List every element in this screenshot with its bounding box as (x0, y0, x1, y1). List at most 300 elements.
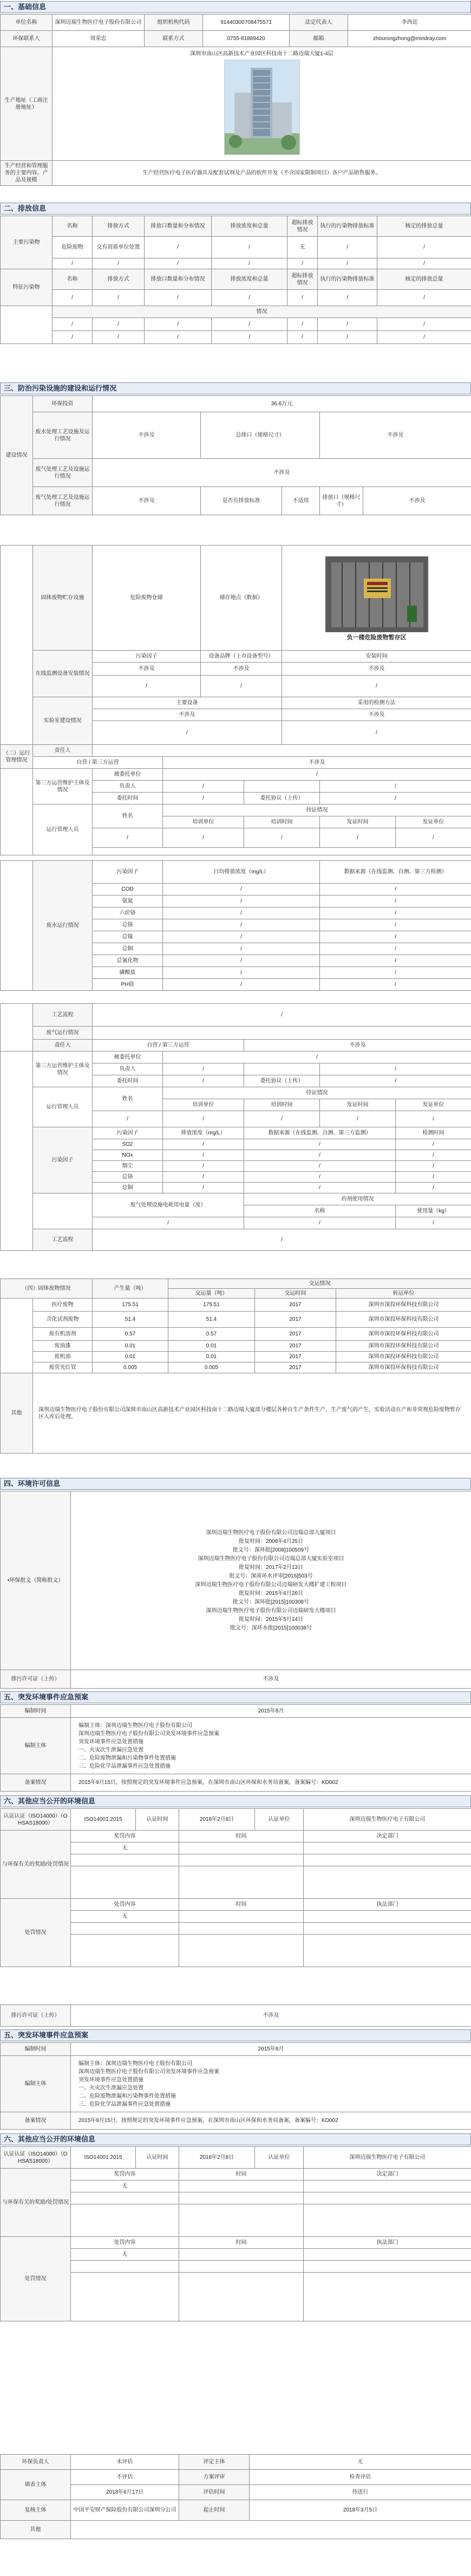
pollutant-hw: 危险废物 (53, 237, 93, 258)
cell-dash: / (163, 769, 471, 781)
lab-val: 不涉及 (282, 709, 471, 721)
waste-prod: 175.51 (93, 1299, 168, 1312)
air-run-label: 废气运行情况 (33, 1027, 93, 1040)
build-label: 建设情况 (1, 396, 33, 515)
cell-blank (179, 1935, 304, 1967)
contact: 周荣忠 (53, 31, 145, 47)
online-label: 在线监测设备安装情况 (33, 651, 93, 697)
air-equip: 废气处理设施电耗用电量（度） (93, 1193, 244, 1217)
cell-dash: / (282, 721, 471, 745)
blank-left (1, 769, 33, 855)
eia-lines (71, 1491, 471, 1670)
train-time-2: 培训时间 (244, 1099, 320, 1111)
legal-rep-label: 法定代表人 (290, 15, 348, 31)
air-cr: 总铬 (93, 1172, 163, 1183)
cell-dash: / (377, 318, 471, 331)
waste-prod: 51.4 (93, 1312, 168, 1328)
phone-label: 联系方式 (145, 31, 203, 47)
ops-label: （二）运行管理情况 (1, 745, 33, 769)
train-unit-2: 培训单位 (163, 1099, 244, 1111)
section-env-title: 四、环境许可信息 (0, 1478, 471, 1490)
storage-label: 储存地点（数据） (201, 546, 282, 651)
cell-dash: / (145, 331, 212, 344)
prod-label: 产生量（吨） (93, 1279, 168, 1299)
waste-unit: 深圳市深投环保科技有限公司 (336, 1362, 471, 1373)
air-so2: SO2 (93, 1139, 163, 1150)
craft-label-2: 工艺流程 (33, 1229, 93, 1251)
cell-blank (304, 2273, 471, 2321)
cell-blank (71, 1935, 179, 1967)
storage-photo (325, 556, 428, 632)
permit-val: 不涉及 (71, 1670, 471, 1689)
cell-dash: / (320, 793, 471, 804)
cell-dash: / (163, 1052, 471, 1063)
em-subject-label: 编制主体 (1, 1718, 71, 1774)
cert-time: 2018年2月8日 (179, 1809, 255, 1831)
em-line: 三、危险化学品泄漏事件应急处置措施 (78, 1763, 171, 1769)
cert-col: 持证情况 (163, 804, 471, 816)
cert-unit-label: 认证单位 (255, 1809, 304, 1831)
waste-year: 2017 (255, 1312, 336, 1328)
cell-blank (304, 2192, 471, 2204)
craft-label-1: 工艺流程 (33, 1004, 93, 1027)
transfer-qty: 交运量（吨） (168, 1289, 255, 1299)
em-time-val: 2015年8月 (71, 1705, 471, 1718)
cell-blank (304, 1911, 471, 1923)
col-std: 执行的污染物排放标准 (318, 216, 377, 237)
waste-unit: 深圳市深投环保科技有限公司 (336, 1312, 471, 1328)
em-record-val-2: 2015年9月15日，按照规定的突发环境事件应急预案，在深圳市南山区环保和水务局备案，备案编号：KD002 (71, 2112, 471, 2130)
person-col: 负责人 (93, 781, 163, 793)
waste-name: 废机油 (33, 1352, 93, 1362)
name-col: 姓名 (93, 804, 163, 828)
sign-verify-val: 待进行 (250, 2485, 471, 2500)
address-label: 生产地址（工商注册地址） (1, 47, 53, 161)
air-std-label: 是否有排放标准 (201, 487, 282, 515)
permit-label-2: 排污许可证（上传） (1, 2005, 71, 2027)
waste-year: 2017 (255, 1352, 336, 1362)
em-line: 二、危险废物泄漏和污染物事件处置措施 (78, 1755, 176, 1761)
method-hw: 交有资质单位处置 (93, 237, 145, 258)
cell-dash: / (163, 1172, 244, 1183)
basic-info-table (0, 14, 471, 186)
person-col-2: 负责人 (93, 1063, 163, 1075)
em-line: 突发环境事件应急处置措施 (78, 2077, 143, 2083)
cell-dash: / (53, 331, 93, 344)
cell-blank (179, 1842, 304, 1854)
cell-dash: / (163, 919, 320, 931)
cert-time-2: 发证时间 (320, 1099, 396, 1111)
address-text: 深圳市南山区高新技术产业园区科技南十二路迈瑞大厦1-4层 (190, 51, 333, 57)
cell-dash: / (93, 331, 145, 344)
award-col-2: 奖罚内容 (71, 2169, 179, 2181)
air-ops-table (0, 1003, 471, 1251)
legal-rep: 李西廷 (348, 15, 471, 31)
staff-label-2: 运行管理人员 (33, 1087, 93, 1127)
air-conc-col: 排放浓度（mg/L） (163, 1127, 244, 1139)
em-time-label-2: 编制时间 (1, 2043, 71, 2056)
med-qty: 使用量（kg） (396, 1205, 471, 1217)
cell-blank (71, 2204, 179, 2237)
cell-dash: / (287, 290, 318, 306)
cell-dash: / (320, 1075, 471, 1087)
cell-blank (304, 1842, 471, 1854)
cert-unit-2: 发证单位 (396, 1099, 471, 1111)
punish-dept-col: 执法部门 (304, 1899, 471, 1911)
eia-line: 批复时间：2015年6月26日 (239, 1590, 303, 1597)
cell-dash: / (212, 290, 287, 306)
waste-year: 2017 (255, 1328, 336, 1341)
solid-type: 危险废物仓储 (93, 546, 201, 651)
cell-blank (71, 2192, 179, 2204)
cell-dash: / (320, 896, 471, 907)
daily-col: 日均排放浓度（mg/L） (163, 861, 320, 884)
sign-review-val: 无 (250, 2455, 471, 2470)
waste-prod: 0.01 (93, 1352, 168, 1362)
eia-line: 深圳迈瑞生物医疗电子股份有限公司迈瑞总部大厦实验室项目 (198, 1555, 344, 1562)
ww-run-table (0, 860, 471, 991)
eia-line: 深圳迈瑞生物医疗电子股份有限公司迈瑞研发大楼扩建工程项目 (195, 1581, 347, 1588)
air-std-val: 不适用 (282, 487, 320, 515)
waste-transfer: 0.01 (168, 1341, 255, 1352)
transfer-label: 交运情况 (168, 1279, 471, 1289)
other-text: 深圳迈瑞生物医疗电子股份有限公司深圳市南山区高新技术产业园区科技南十二路迈瑞大厦部分楼层各种自生产条件生产，生产废气的产生，实验活动在产和非常规危险废物暂存区入库后处理。 (33, 1373, 471, 1454)
cell-blank (71, 2273, 179, 2321)
contract-col-2: 委托协议（上传） (244, 1075, 320, 1087)
blank-left (1, 861, 33, 991)
cell-dash: / (377, 258, 471, 269)
cell-dash: / (163, 781, 244, 793)
cell-dash: / (163, 955, 320, 967)
cell-dash: / (396, 1217, 471, 1229)
section-basic-title: 一、基础信息 (0, 1, 471, 13)
em-line: 一、火灾次生泄漏应急处置 (78, 1747, 143, 1753)
photo-caption: 负一楼危险废物暂存区 (346, 634, 407, 641)
em-line: 编制主体：深圳迈瑞生物医疗电子股份有限公司 (78, 1722, 192, 1729)
award-from-col-2: 决定部门 (304, 2169, 471, 2181)
sign-org: 中国平安财产保险股份有限公司深圳分公司 (71, 2500, 179, 2521)
cell-dash: / (201, 676, 282, 697)
ww-run-label: 废水运行情况 (33, 861, 93, 991)
outlet-val: 不涉及 (320, 412, 471, 459)
waste-type-label (1, 1299, 33, 1373)
em-time-val-2: 2015年8月 (71, 2043, 471, 2056)
eia-line: 批复时间：2008年4月25日 (239, 1538, 303, 1545)
award-time-col-2: 时间 (179, 2169, 304, 2181)
storage-illustration (326, 557, 428, 632)
cell-dash: / (212, 237, 287, 258)
building-illustration (225, 60, 300, 155)
cell-blank (179, 1866, 304, 1899)
col-conc: 排放浓度和总量 (212, 216, 287, 237)
punish-none: 无 (71, 1911, 179, 1923)
factor-cod: COD (93, 884, 163, 896)
med-name: 名称 (244, 1205, 396, 1217)
eia-line: 深圳迈瑞生物医疗电子股份有限公司迈瑞研发大楼项目 (206, 1607, 336, 1614)
permit-table-2 (0, 2004, 471, 2027)
em-line: 深圳迈瑞生物医疗电子股份有限公司突发环境事件应急预案 (78, 1730, 219, 1737)
cell-dash: / (318, 331, 377, 344)
air-label: 废气处理工艺及设施运行情况 (33, 459, 93, 487)
waste-transfer: 0.57 (168, 1328, 255, 1341)
cell-dash: / (287, 258, 318, 269)
col-name: 名称 (53, 269, 93, 290)
cell-dash: / (163, 1063, 244, 1075)
cell-dash: / (320, 967, 471, 979)
cell-dash: / (320, 907, 471, 919)
col-std: 执行的污染物排放标准 (318, 269, 377, 290)
cell-dash: / (318, 237, 377, 258)
eia-line: 批复时间：2017年2月13日 (239, 1564, 303, 1571)
cell-blank (304, 2249, 471, 2261)
factor-cu: 总铜 (93, 943, 163, 955)
col-method: 排放方式 (93, 216, 145, 237)
waste-year: 2017 (255, 1299, 336, 1312)
cell-dash: / (163, 828, 244, 848)
cell-dash: / (320, 1111, 396, 1127)
air-factor-col: 污染因子 (93, 1127, 163, 1139)
ops-table (0, 744, 471, 855)
waste-year: 2017 (255, 1341, 336, 1352)
cell-blank (93, 1027, 471, 1040)
emergency-table (0, 1704, 471, 1792)
em-subject-label-2: 编制主体 (1, 2056, 71, 2112)
award-time-col: 时间 (179, 1831, 304, 1842)
lab-val: 不涉及 (93, 709, 282, 721)
extra-header: 情况 (53, 306, 471, 318)
cell-dash: / (377, 237, 471, 258)
cell-blank (179, 1854, 304, 1866)
cell-dash: / (244, 1183, 396, 1193)
cell-dash: / (93, 318, 145, 331)
cell-blank (244, 1063, 320, 1075)
punish-dept-col-2: 执法部门 (304, 2237, 471, 2249)
section-emergency-title-2: 五、突发环境事件应急预案 (0, 2029, 471, 2041)
cert-unit-label-2: 认证单位 (255, 2147, 304, 2169)
air-nox: NOx (93, 1150, 163, 1161)
vent-val: 不涉及 (363, 487, 471, 515)
waste-unit: 深圳市深投环保科技有限公司 (336, 1341, 471, 1352)
award-none: 无 (71, 1842, 179, 1854)
col-outlet: 排放口数量和分布情况 (145, 216, 212, 237)
sign-period-label: 起止时间 (179, 2500, 250, 2521)
cell-dash: / (163, 884, 320, 896)
cell-blank (304, 1935, 471, 1967)
sign-verify-label: 评估时间 (179, 2485, 250, 2500)
contract-col: 委托协议（上传） (244, 793, 320, 804)
factor-ph: PH值 (93, 979, 163, 991)
emission-table (0, 216, 471, 344)
ww-val: 不涉及 (93, 412, 201, 459)
col-brand: 设备品牌（上市设备型号） (201, 651, 282, 663)
cell-dash: / (53, 258, 93, 269)
other-table-2 (0, 2146, 471, 2321)
award-from-col: 决定部门 (304, 1831, 471, 1842)
cell-dash: / (163, 1139, 244, 1150)
vent-label: 排放口（规格尺寸） (320, 487, 363, 515)
address-cell (53, 47, 471, 161)
award-none-2: 无 (71, 2181, 179, 2192)
air-val: 不涉及 (93, 459, 471, 487)
punish-content-col-2: 处罚内容 (71, 2237, 179, 2249)
feature-pollutant-label: 特征污染物 (1, 269, 53, 306)
punish-none-2: 无 (71, 2249, 179, 2261)
cell-blank (179, 2273, 304, 2321)
cell-dash: / (93, 258, 145, 269)
cell-blank (179, 2204, 304, 2237)
business-label: 生产经营和管理服务的主要内容、产品及规模 (1, 161, 53, 186)
cell-dash: / (318, 258, 377, 269)
eia-line: 批文号：深环批[2015]100308号 (232, 1599, 310, 1605)
punish-label: 处罚情况 (1, 1899, 71, 1967)
over-hw: 无 (287, 237, 318, 258)
cell-dash: / (163, 1075, 244, 1087)
cell-dash: / (320, 931, 471, 943)
tp-label-2: 第三方运营维护主体及情况 (33, 1052, 93, 1087)
sign-table (0, 2454, 471, 2539)
sign-review-label: 评定主体 (179, 2455, 250, 2470)
permit-label: 排污许可证（上传） (1, 1670, 71, 1689)
cell-dash: / (396, 1150, 471, 1161)
unit-col: 被委托单位 (93, 769, 163, 781)
eia-line: 批文号：深环批[2008]100509号 (232, 1547, 310, 1553)
cell-dash: / (212, 331, 287, 344)
cell-blank (304, 2261, 471, 2273)
cert-col-2: 持证情况 (163, 1087, 471, 1099)
cell-dash: / (163, 931, 320, 943)
waste-prod: 0.01 (93, 1341, 168, 1352)
env-permit-table (0, 1491, 471, 1689)
cell-blank (71, 1923, 179, 1935)
equip-count: 采用的检测方法 (282, 697, 471, 709)
air-val-2: 不涉及 (93, 487, 201, 515)
sign-unit-val: 不评估 (71, 2470, 179, 2485)
blank-left (1, 1004, 33, 1052)
section-pollution-title: 三、防治污染设施的建设和运行情况 (0, 382, 471, 394)
data-src-col: 数据来源（在线监测、自测、第三方检测） (320, 861, 471, 884)
main-pollutant-label: 主要污染物 (1, 216, 53, 269)
waste-transfer: 51.4 (168, 1312, 255, 1328)
cell-dash: / (320, 1063, 471, 1075)
cell-dash: / (244, 1161, 396, 1172)
col-name: 名称 (53, 216, 93, 237)
col-conc: 排放浓度和总量 (212, 269, 287, 290)
col-outlet: 排放口数量和分布情况 (145, 269, 212, 290)
waste-transfer: 175.51 (168, 1299, 255, 1312)
cert-unit-2: 深圳迈瑞生物医疗电子有限公司 (304, 2147, 471, 2169)
env-invest-label: 环保投资 (33, 396, 93, 412)
business: 生产经营医疗电子医疗器具及配套试剂及产品的软件开发（不含国家限制项目）各户产品销售服务。 (53, 161, 471, 186)
cell-dash: / (163, 979, 320, 991)
permit-val-2: 不涉及 (71, 2005, 471, 2027)
cell-dash: / (287, 318, 318, 331)
train-time: 培训时间 (244, 816, 320, 828)
cell-dash: / (318, 318, 377, 331)
cert-code-2: ISO14001:2015 (71, 2147, 136, 2169)
cell-dash: / (145, 318, 212, 331)
section-emission-title: 二、排放信息 (0, 203, 471, 215)
online-val: 不涉及 (201, 663, 282, 676)
cell-blank (244, 781, 320, 793)
factor-cr: 总铬 (93, 919, 163, 931)
waste-prod: 0.005 (93, 1362, 168, 1373)
cell-dash: / (212, 258, 287, 269)
cell-dash: / (93, 676, 201, 697)
col-install: 安装时间 (282, 651, 471, 663)
waste-unit: 深圳市深投环保科技有限公司 (336, 1328, 471, 1341)
em-subject (71, 1718, 471, 1774)
blank-cell (1, 306, 53, 344)
air-src-col: 数据来源（在线监测、自测、第三方监测） (244, 1127, 396, 1139)
air-cu: 总铜 (93, 1183, 163, 1193)
punish-time-col-2: 时间 (179, 2237, 304, 2249)
em-record-label-2: 备案情况 (1, 2112, 71, 2130)
sign-period-val: 2018年3月5日 (250, 2500, 471, 2521)
third-party-label-2: 自营 / 第三方运营 (93, 1040, 244, 1052)
cell-blank (179, 1911, 304, 1923)
cell-dash: / (320, 919, 471, 931)
cell-dash: / (93, 290, 145, 306)
cert-code: ISO14001:2015 (71, 1809, 136, 1831)
cell-dash: / (396, 828, 471, 848)
em-line: 编制主体：深圳迈瑞生物医疗电子股份有限公司 (78, 2060, 192, 2067)
award-col: 奖罚内容 (71, 1831, 179, 1842)
cell-dash: / (93, 1229, 471, 1251)
cell-dash: / (93, 828, 163, 848)
outlet-label: 总排口（规格尺寸） (201, 412, 320, 459)
em-line: 二、危险废物泄漏和污染物事件处置措施 (78, 2093, 176, 2099)
air-time-col: 检测时间 (396, 1127, 471, 1139)
solid-storage-table (0, 545, 471, 745)
factor-po4: 磷酸盐 (93, 967, 163, 979)
cell-blank (179, 2192, 304, 2204)
cell-dash: / (53, 318, 93, 331)
cell-dash: / (396, 1183, 471, 1193)
cell-dash: / (145, 258, 212, 269)
cell-dash: / (163, 943, 320, 955)
cell-dash: / (93, 721, 282, 745)
cell-dash: / (320, 955, 471, 967)
punish-label-2: 处罚情况 (1, 2237, 71, 2321)
waste-transfer: 0.01 (168, 1352, 255, 1362)
unit-col-2: 被委托单位 (93, 1052, 163, 1063)
recv-unit: 转运单位 (336, 1289, 471, 1299)
cert-time-label-2: 认证时间 (136, 2147, 179, 2169)
punish-content-col: 处罚内容 (71, 1899, 179, 1911)
sign-expert-val: 检查评估 (250, 2470, 471, 2485)
col-pollutant: 污染因子 (93, 651, 201, 663)
cell-dash: / (244, 1172, 396, 1183)
tp-label: 第三方运营维护主体及情况 (33, 769, 93, 804)
cell-dash: / (163, 1161, 244, 1172)
third-party-val-2: 不涉及 (244, 1040, 471, 1052)
cell-blank (71, 2521, 471, 2539)
name-col-2: 姓名 (93, 1087, 163, 1111)
cell-dash: / (163, 1183, 244, 1193)
cell-blank (179, 1923, 304, 1935)
cell-dash: / (318, 290, 377, 306)
cell-blank (33, 1193, 93, 1229)
storage-photo-cell (282, 546, 471, 651)
ww-label: 废水处理工艺设施及运行情况 (33, 412, 93, 459)
time-col-2: 委托时间 (93, 1075, 163, 1087)
col-quota: 核定的排放总量 (377, 216, 471, 237)
solid-waste-table (0, 1279, 471, 1454)
solid-run-label: （四）固体废物情况 (1, 1279, 93, 1299)
emergency-table-2 (0, 2042, 471, 2130)
other-label: 其他 (1, 1373, 33, 1454)
section-other-title: 六、其他应当公开的环境信息 (0, 1795, 471, 1807)
